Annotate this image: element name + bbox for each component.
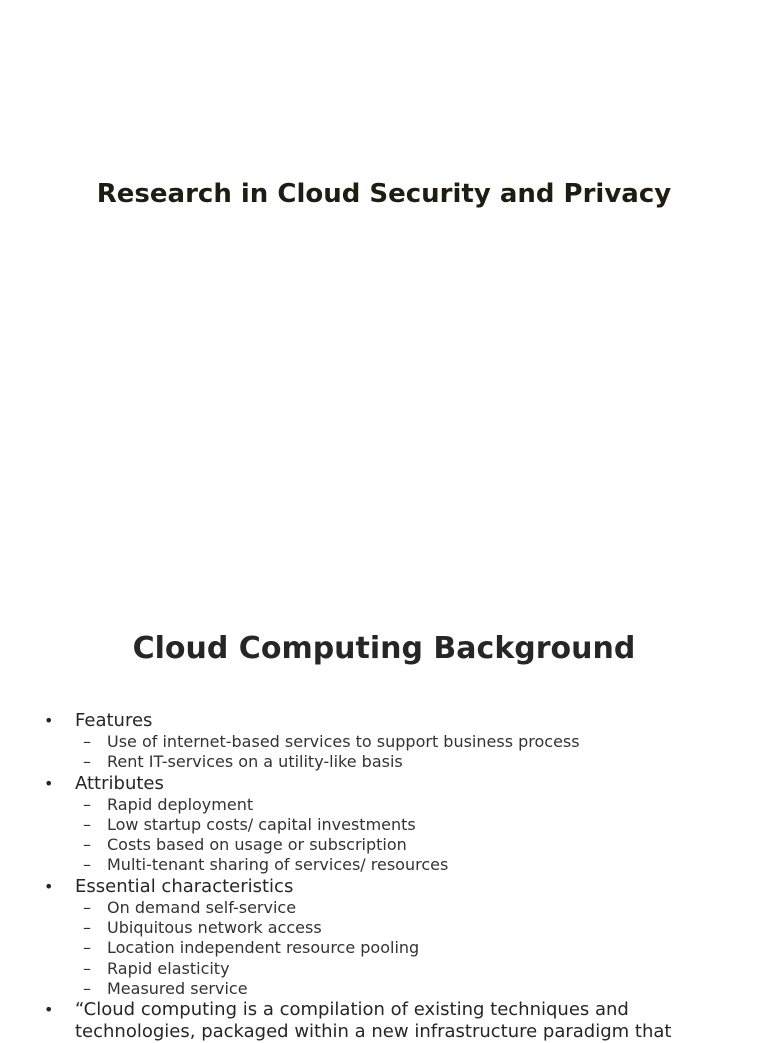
dash-icon: – [83,752,91,772]
sub-bullet-text: Location independent resource pooling [107,938,420,958]
sub-bullet [0,918,768,938]
slide-1-title: Research in Cloud Security and Privacy [96,179,672,209]
bullet-essential-characteristics [0,876,768,898]
dash-icon: – [83,814,91,834]
bullet-icon: • [44,711,54,730]
bullet-features [0,710,768,732]
sub-bullet-text: Rent IT-services on a utility-like basis [107,752,403,772]
sub-bullet-text: On demand self-service [107,897,297,917]
bullet-quote [0,999,768,1043]
dash-icon: – [83,855,91,875]
sub-bullet-text: Rapid elasticity [107,958,230,978]
bullet-icon: • [44,1000,54,1020]
sub-bullet [0,855,768,875]
sub-bullet [0,732,768,752]
slide-2-title: Cloud Computing Background [132,631,636,666]
dash-icon: – [83,794,91,814]
sub-bullet-text: Multi-tenant sharing of services/ resources [107,855,449,875]
sub-bullet [0,795,768,815]
sub-bullet [0,898,768,918]
quote-text: “Cloud computing is a compilation of existing techniques and technologies, packaged within a new infrastructure paradigm that [75,999,672,1043]
bullet-icon: • [44,773,54,793]
dash-icon: – [83,938,91,958]
dash-icon: – [83,732,91,751]
bullet-list [0,710,768,1043]
sub-bullet [0,979,768,999]
sub-bullet-text: Ubiquitous network access [107,918,322,938]
bullet-heading: Attributes [75,772,164,794]
sub-bullet [0,752,768,772]
dash-icon: – [83,978,91,998]
dash-icon: – [83,958,91,978]
bullet-heading: Features [75,710,153,731]
sub-bullet [0,938,768,958]
sub-bullet-text: Costs based on usage or subscription [107,835,407,855]
sub-bullet-text: Use of internet-based services to support business process [107,732,580,751]
bullet-icon: • [44,876,54,896]
sub-bullet-text: Low startup costs/ capital investments [107,814,416,834]
sub-bullet [0,959,768,979]
dash-icon: – [83,897,91,917]
bullet-heading: Essential characteristics [75,875,294,897]
sub-bullet-text: Rapid deployment [107,794,254,814]
sub-bullet [0,835,768,855]
sub-bullet-text: Measured service [107,978,248,998]
dash-icon: – [83,835,91,855]
sub-bullet [0,815,768,835]
bullet-attributes [0,773,768,795]
dash-icon: – [83,918,91,938]
